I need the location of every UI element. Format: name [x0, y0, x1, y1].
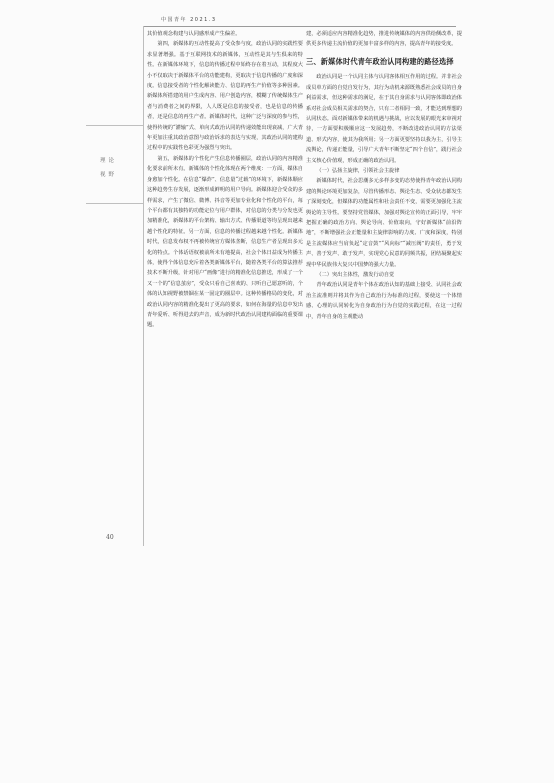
margin-label-vision: 视野 — [100, 172, 118, 178]
page-number: 40 — [106, 534, 114, 541]
margin-rule-top — [86, 125, 143, 126]
subsection-title: （一）弘扬主旋律，引领社会主旋律 — [316, 167, 400, 174]
margin-rule-bottom — [86, 203, 143, 204]
section-title: 三、新媒体时代青年政治认同构建的路径选择 — [306, 56, 454, 66]
paragraph: 其价值观念构建与认同感形成产生偏差。 — [147, 31, 241, 37]
left-column — [147, 29, 303, 331]
paragraph: 新媒体时代，社会思潮多元多样多变的态势使得青年政治认同构建的舆论环境更加复杂，尽管传播形态、舆论生态、受众状态都发生了深刻变化，但媒体的功能属性和社会责任不变，需要更加强化主流舆论的主导性。要坚持党管媒体，加强对舆论宣传的正面引导，牢牢把握正确的政治方向、舆论导向、价值取向，守好新媒体“前沿阵地”，不断增强社会正能量和主旋律影响的力度、广度和深度，特别是主流媒体应当肩负起“定音鼓”“风向标”“减压阀”的责任，勇于发声、善于发声、敢于发声，实现党心民意的同频共振，团结凝聚起实现中华民族伟大复兴中国梦的强大力量。 — [306, 178, 462, 268]
paragraph: 第四，新媒体的互动性提高了受众参与度，政治认同的实践性要求显著增强。基于互联网技术的新媒体，互动性是其与生俱来的特性。在新媒体环境下，信息的传播过程中始终存在着互动，其程度大小不仅取决于新媒体平台的功能建构，更取决于信息传播的广度和深度。信息接受者的个性化解读能力、信息的再生产价值等多种因素。新媒体所搭建的用户生成内容、用户创造内容，模糊了传统媒体生产者与消费者之间的界限，人人既是信息的接受者，也是信息的传播者，还是信息的再生产者。新媒体时代，这种广泛与深度的参与性，使得传统的“灌输”式、单向式政治认同的传递效能出现衰减，广大青年更加注重其政治意图与政治诉求的表达与实现，其政治认同的建构过程中的实践性色彩更为强烈与突出。 — [147, 41, 303, 152]
paragraph: 政治认同是一个认同主体与认同客体相互作用的过程。并非社会成员单方面的自觉自发行为，其行为动机来源既熟悉社会成员的自身利益需求，但这种需求的满足，在于其自身需求与认同客体即政治体系对社会成员相关需求的契合，只有二者相同一致，才能达到理想的认同状态。面对新媒体带来的机遇与挑战，应以发展的眼光来审视对待，一方面要积极顺应这一发展趋势，不断改进政治认同的方法渠道、形式内容，使其为我所用；另一方面更要坚持以我为主，引导主流舆论，传递正能量，引导广大青年不断坚定“四个自信”，践行社会主义核心价值观，形成正确的政治认同。 — [306, 74, 462, 164]
paragraph: 第五，新媒体的个性化产生信息传播圈层，政治认同的内容精准化要求前所未有。新媒体的个性化体现在两个维度：一方面，媒体自身愈加个性化。在信息“爆炸”、信息量“过载”的环境下，新媒体顺应这种趋势生存发展，逐渐形成鲜明的用户导向。新媒体迎合受众的多样需求，产生了微信、微博、抖音等更加专业化和个性化的平台，每个平台都有其独特的功能定位与用户群体，对信息的分类与分发也更加精准化，新媒体的平台架构、输出方式、传播渠道等均呈现出越来越个性化的特征。另一方面，信息的传播过程越来越个性化。新媒体时代，信息发布权不再被传统官方媒体垄断，信息生产者呈现出多元化的特点。个体话语权被前所未有地提高，社会个体日益成为传播主体，使得个体信息充斥着各类新媒体平台，随着各类平台的算法推荐技术不断升级，针对用户“画像”进行的精准化信息推送，形成了一个又一个的“信息茧房”，受众只看自己喜欢的、只听自己愿意听的，个体的认知视野被禁锢在某一固定的圈层中。这种传播格局的变化，对政治认同内容的精准化提出了更高的要求，如何在海量的信息中发出青年爱听、听得进去的声音，成为新时代政治认同建构面临的重要课题。 — [147, 155, 303, 329]
right-column — [306, 29, 462, 322]
column-divider-rule — [143, 26, 144, 546]
paragraph: 建，必须适应内容精准化趋势，推进传统媒体的内容供给侧改革，提供更多传递主流价值的更加丰富多样的内容，提高青年的接受度。 — [306, 31, 462, 48]
paragraph: 青年政治认同是青年个体在政治认知的基础上接受、认同社会政治主流准则并将其作为自己政治行为标准的过程，要使这一个体情感、心理的认同转化为自身政治行为自觉的实践过程，在这一过程中，青年自身的主观能动 — [306, 282, 462, 320]
running-header: 中国青年 2021.3 — [161, 17, 217, 23]
subsection-title: （二）突出主体性，激发行动自觉 — [316, 272, 395, 279]
margin-label-theory: 理论 — [100, 158, 118, 164]
header-rule — [143, 26, 456, 27]
